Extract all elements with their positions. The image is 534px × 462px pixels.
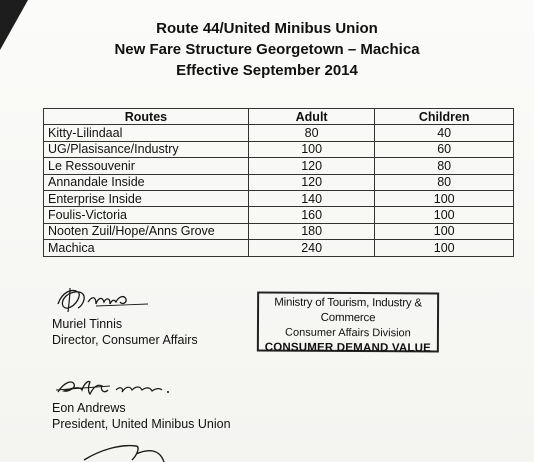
heading-line-2: New Fare Structure Georgetown – Machica [114, 41, 420, 58]
children-fare-cell: 60 [375, 141, 514, 157]
adult-fare-cell: 180 [248, 223, 375, 239]
signatory-name: Eon Andrews [52, 401, 126, 415]
table-row [44, 223, 514, 239]
signatory-name: Muriel Tinnis [52, 317, 123, 331]
route-cell: Enterprise Inside [44, 190, 249, 206]
stamp-division-line: Consumer Affairs Division [285, 326, 411, 340]
route-cell: UG/Plasisance/Industry [44, 141, 249, 157]
stamp-value-line: CONSUMER DEMAND VALUE [264, 341, 432, 355]
signatory-block-president [52, 374, 231, 432]
adult-fare-cell: 240 [248, 240, 375, 256]
signatory-title: President, United Minibus Union [52, 417, 231, 431]
handwritten-signature-andrews [52, 374, 182, 400]
table-row [44, 207, 514, 223]
adult-fare-cell: 120 [248, 158, 375, 174]
children-fare-cell: 100 [375, 240, 514, 256]
stamp-ministry-line: Ministry of Tourism, Industry & Commerce [274, 296, 422, 325]
children-fare-cell: 100 [375, 223, 514, 239]
header-adult: Adult [248, 109, 375, 125]
official-stamp [257, 292, 439, 353]
children-fare-cell: 80 [375, 158, 514, 174]
heading-line-3: Effective September 2014 [176, 62, 358, 79]
table-row [44, 174, 514, 190]
table-row [44, 240, 514, 256]
table-row [44, 125, 514, 141]
adult-fare-cell: 160 [248, 207, 375, 223]
partial-signature-stroke [80, 440, 200, 462]
children-fare-cell: 100 [375, 190, 514, 206]
signatory-title: Director, Consumer Affairs [52, 333, 198, 347]
table-row [44, 158, 514, 174]
route-cell: Kitty-Lilindaal [44, 125, 249, 141]
children-fare-cell: 100 [375, 207, 514, 223]
adult-fare-cell: 100 [248, 141, 375, 157]
children-fare-cell: 40 [375, 125, 514, 141]
table-row [44, 190, 514, 206]
fare-table [43, 108, 514, 257]
table-header-row [44, 109, 514, 125]
handwritten-signature-tinnis [52, 282, 162, 316]
children-fare-cell: 80 [375, 174, 514, 190]
heading-line-1: Route 44/United Minibus Union [156, 20, 378, 37]
route-cell: Le Ressouvenir [44, 158, 249, 174]
adult-fare-cell: 80 [248, 125, 375, 141]
adult-fare-cell: 120 [248, 174, 375, 190]
header-children: Children [375, 109, 514, 125]
signatory-block-director [52, 282, 198, 348]
route-cell: Machica [44, 240, 249, 256]
document-heading [0, 18, 534, 81]
table-row [44, 141, 514, 157]
adult-fare-cell: 140 [248, 190, 375, 206]
route-cell: Foulis-Victoria [44, 207, 249, 223]
header-routes: Routes [44, 109, 249, 125]
route-cell: Nooten Zuil/Hope/Anns Grove [44, 223, 249, 239]
route-cell: Annandale Inside [44, 174, 249, 190]
